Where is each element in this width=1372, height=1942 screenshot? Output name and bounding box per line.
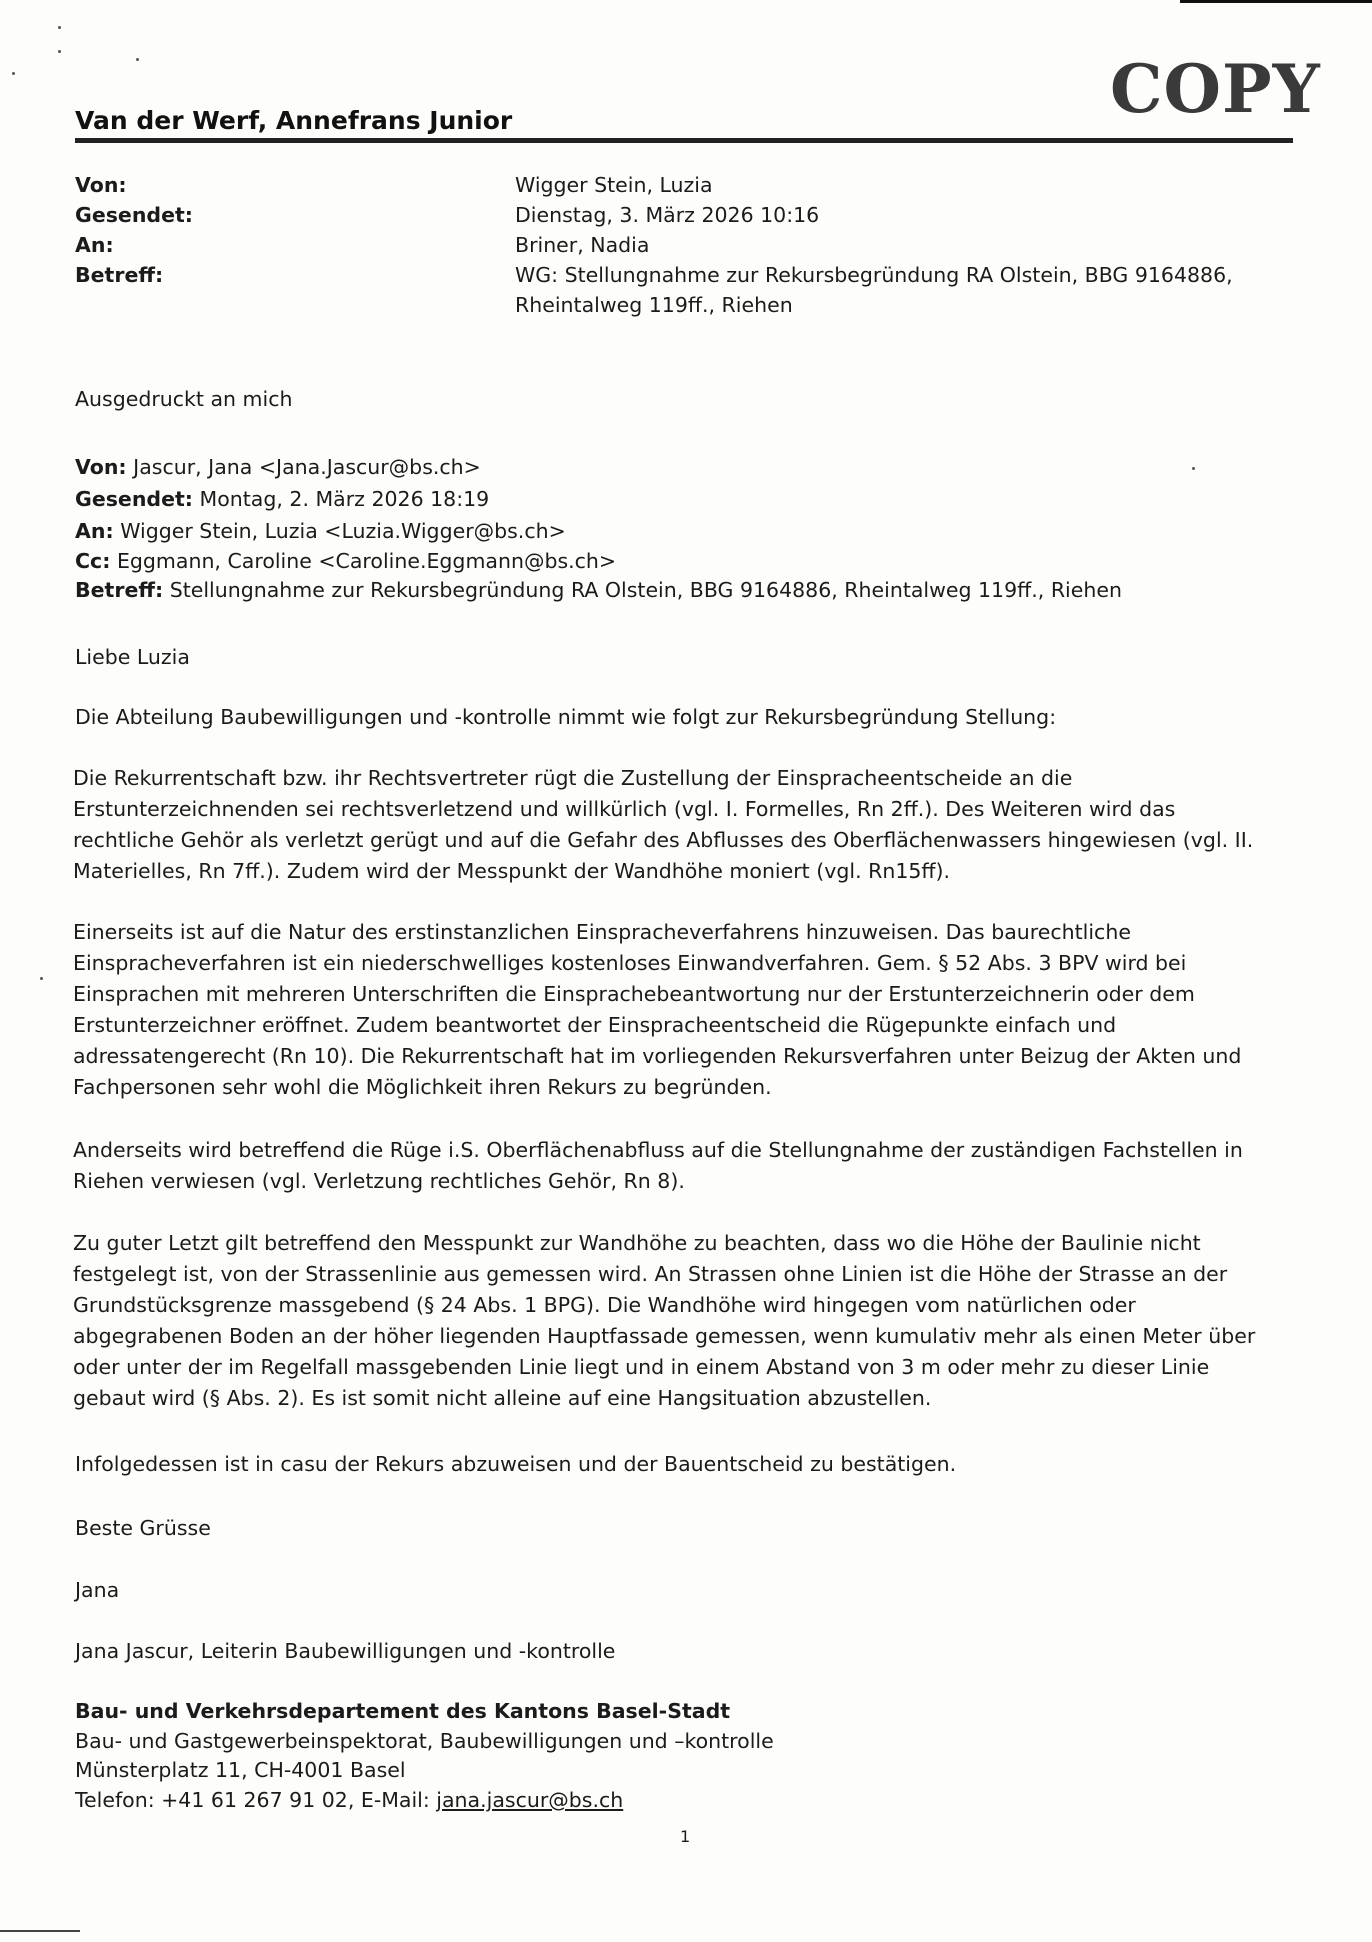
page-number: 1: [680, 1827, 691, 1846]
scan-speck: [40, 977, 43, 980]
closing: Beste Grüsse: [75, 1516, 211, 1540]
copy-stamp: COPY: [1110, 50, 1321, 128]
original-sent: [75, 487, 489, 511]
scan-speck: [58, 26, 61, 29]
header-subject-label: Betreff:: [75, 263, 164, 287]
header-to-label: An:: [75, 233, 114, 257]
signature-phone: Telefon: +41 61 267 91 02, E-Mail:: [75, 1788, 437, 1812]
original-cc-label: Cc:: [75, 549, 111, 573]
original-subject: [75, 578, 1122, 602]
sender-first-name: Jana: [75, 1578, 120, 1602]
original-cc: [75, 549, 616, 573]
header-from-value: Wigger Stein, Luzia: [515, 173, 713, 197]
paragraph-2: Einerseits ist auf die Natur des erstinstanzlichen Einspracheverfahrens hinzuweisen. Das baurechtliche Einspracheverfahren ist ein niederschwelliges kostenloses Einwandverfahren. Gem. § 52 Abs. 3 BPV wird bei Einsprachen mit mehreren Unterschriften die Einsprachebeantwortung nur der Erstunterzeichnerin oder dem Erstunterzeichner eröffnet. Zudem beantwortet der Einspracheentscheid die Rügepunkte einfach und adressatengerecht (Rn 10). Die Rekurrentschaft hat im vorliegenden Rekursverfahren unter Beizug der Akten und Fachpersonen sehr wohl die Möglichkeit ihren Rekurs zu begründen.: [73, 920, 1242, 1099]
paragraph-1: Die Rekurrentschaft bzw. ihr Rechtsvertreter rügt die Zustellung der Einspracheentscheide an die Erstunterzeichnenden sei rechtsverletzend und willkürlich (vgl. I. Formelles, Rn 2ff.). Des Weiteren wird das rechtliche Gehör als verletzt gerügt und auf die Gefahr des Abflusses des Oberflächenwassers hingewiesen (vgl. II. Materielles, Rn 7ff.). Zudem wird der Messpunkt der Wandhöhe moniert (vgl. Rn15ff).: [73, 766, 1254, 883]
header-sent-label: Gesendet:: [75, 203, 194, 227]
scan-speck: [136, 58, 139, 61]
original-to: [75, 519, 566, 543]
header-sent-value: Dienstag, 3. März 2026 10:16: [515, 203, 820, 227]
original-to-value: Wigger Stein, Luzia <Luzia.Wigger@bs.ch>: [120, 519, 566, 543]
header-from-label: Von:: [75, 173, 127, 197]
signature-role: Jana Jascur, Leiterin Baubewilligungen und -kontrolle: [75, 1639, 616, 1663]
original-from-value: Jascur, Jana <Jana.Jascur@bs.ch>: [133, 455, 481, 479]
scan-edge-line: [0, 1930, 80, 1932]
top-edge-line: [1180, 0, 1372, 3]
original-subject-value: Stellungnahme zur Rekursbegründung RA Olstein, BBG 9164886, Rheintalweg 119ff., Riehen: [169, 578, 1122, 602]
paragraph-3: Anderseits wird betreffend die Rüge i.S. Oberflächenabfluss auf die Stellungnahme der zuständigen Fachstellen in Riehen verwiesen (vgl. Verletzung rechtliches Gehör, Rn 8).: [73, 1138, 1243, 1193]
original-cc-value: Eggmann, Caroline <Caroline.Eggmann@bs.ch>: [116, 549, 617, 573]
signature-email-link[interactable]: jana.jascur@bs.ch: [436, 1788, 624, 1812]
signature-unit: Bau- und Gastgewerbeinspektorat, Baubewilligungen und –kontrolle: [75, 1729, 774, 1753]
header-subject-line1: WG: Stellungnahme zur Rekursbegründung RA Olstein, BBG 9164886,: [515, 263, 1233, 287]
intro-paragraph: Die Abteilung Baubewilligungen und -kontrolle nimmt wie folgt zur Rekursbegründung Stellung:: [75, 705, 1057, 729]
original-subject-label: Betreff:: [75, 578, 164, 602]
header-subject-line2: Rheintalweg 119ff., Riehen: [515, 293, 793, 317]
original-from-label: Von:: [75, 455, 127, 479]
original-sent-label: Gesendet:: [75, 487, 194, 511]
greeting: Liebe Luzia: [75, 645, 190, 669]
scan-speck: [12, 72, 15, 75]
header-divider: [75, 138, 1293, 143]
scan-speck: [1192, 467, 1195, 470]
signature-contact: [75, 1788, 623, 1812]
header-to-value: Briner, Nadia: [515, 233, 650, 257]
printed-note: Ausgedruckt an mich: [75, 387, 293, 411]
paragraph-5: Infolgedessen ist in casu der Rekurs abzuweisen und der Bauentscheid zu bestätigen.: [75, 1452, 957, 1476]
original-from: [75, 455, 481, 479]
signature-department: Bau- und Verkehrsdepartement des Kantons Basel-Stadt: [75, 1699, 731, 1723]
paragraph-4: Zu guter Letzt gilt betreffend den Messpunkt zur Wandhöhe zu beachten, dass wo die Höhe der Baulinie nicht festgelegt ist, von der Strassenlinie aus gemessen wird. An Strassen ohne Linien ist die Höhe der Strasse an der Grundstücksgrenze massgebend (§ 24 Abs. 1 BPG). Die Wandhöhe wird hingegen vom natürlichen oder abgegrabenen Boden an der höher liegenden Hauptfassade gemessen, wenn kumulativ mehr als einen Meter über oder unter der im Regelfall massgebenden Linie liegt und in einem Abstand von 3 m oder mehr zu dieser Linie gebaut wird (§ Abs. 2). Es ist somit nicht alleine auf eine Hangsituation abzustellen.: [73, 1231, 1256, 1410]
scan-speck: [58, 50, 61, 53]
signature-address: Münsterplatz 11, CH-4001 Basel: [75, 1758, 406, 1782]
original-sent-value: Montag, 2. März 2026 18:19: [199, 487, 490, 511]
mailbox-owner: Van der Werf, Annefrans Junior: [75, 106, 513, 135]
original-to-label: An:: [75, 519, 114, 543]
